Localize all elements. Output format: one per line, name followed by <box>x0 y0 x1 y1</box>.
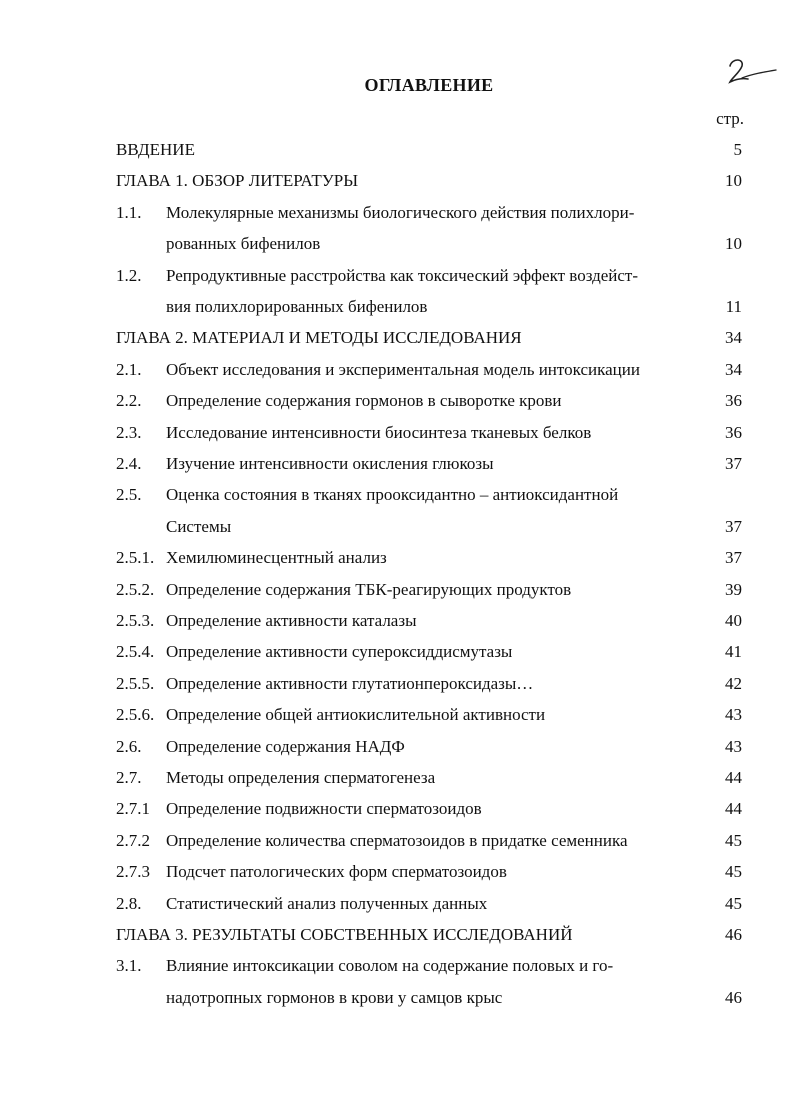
toc-entry-text: ГЛАВА 3. РЕЗУЛЬТАТЫ СОБСТВЕННЫХ ИССЛЕДОВАНИЙ <box>116 925 573 944</box>
toc-entry-text: Статистический анализ полученных данных <box>166 893 488 913</box>
toc-entry-number: 2.5.2. <box>116 579 155 599</box>
toc-entry-page: 44 <box>725 768 742 787</box>
toc-entry-number: 2.5.3. <box>116 611 155 630</box>
toc-entry-number: 2.5. <box>116 485 142 505</box>
toc-entry-text: Определение содержания НАДФ <box>166 736 405 756</box>
toc-entry-text: Репродуктивные расстройства как токсический эффект воздейст- <box>166 265 639 285</box>
toc-entry-page: 36 <box>725 422 742 442</box>
toc-entry-number: 2.6. <box>116 736 142 756</box>
toc-entry-text: Изучение интенсивности окисления глюкозы <box>166 454 494 473</box>
toc-entry-page: 41 <box>725 642 742 662</box>
toc-entry-page: 45 <box>725 893 742 913</box>
toc-entry-number: 2.5.6. <box>116 705 155 725</box>
toc-entry-text: Хемилюминесцентный анализ <box>166 548 387 568</box>
toc-entry-number: 1.2. <box>116 265 142 285</box>
toc-entry-number: 2.5.1. <box>116 548 155 568</box>
toc-entry-number: 2.1. <box>116 359 142 379</box>
toc-entry-page: 46 <box>725 925 742 944</box>
toc-entry-text: Исследование интенсивности биосинтеза тканевых белков <box>166 422 592 442</box>
toc-entry-page: 11 <box>725 296 742 316</box>
toc-entry-number: 2.2. <box>116 391 142 411</box>
toc-entry-page: 44 <box>725 799 742 819</box>
toc-entry-text: ГЛАВА 1. ОБЗОР ЛИТЕРАТУРЫ <box>116 171 359 191</box>
toc-entry-page: 43 <box>725 705 742 725</box>
page-column-label: стр. <box>716 109 744 128</box>
toc-entry-text: Определение подвижности сперматозоидов <box>166 799 482 819</box>
toc-entry-text: Оценка состояния в тканях прооксидантно – антиоксидантной <box>166 485 619 505</box>
toc-entry-page: 10 <box>725 171 742 191</box>
toc-entry-page: 34 <box>725 328 742 348</box>
toc-entry-text: Определение количества сперматозоидов в придатке семенника <box>166 830 628 850</box>
toc-entry-text: Определение активности супероксиддисмутазы <box>166 642 513 662</box>
toc-entry-page: 34 <box>725 359 742 379</box>
toc-entry-number: 2.5.5. <box>116 673 155 693</box>
toc-entry-page: 45 <box>725 862 742 882</box>
toc-entry-continuation: рованных бифенилов <box>166 234 321 254</box>
toc-entry-text: Определение активности каталазы <box>166 611 417 630</box>
toc-entry-page: 40 <box>725 611 742 630</box>
toc-entry-text: Влияние интоксикации соволом на содержание половых и го- <box>166 956 614 976</box>
toc-entry-page: 39 <box>725 579 742 599</box>
toc-entry-page: 45 <box>725 830 742 850</box>
toc-entry-number: 2.5.4. <box>116 642 155 662</box>
toc-entry-page: 42 <box>725 673 742 693</box>
toc-entry-text: Определение активности глутатионпероксидазы… <box>166 673 534 693</box>
toc-entry-continuation: вия полихлорированных бифенилов <box>166 296 428 316</box>
toc-entry-number: 2.7.3 <box>116 862 150 882</box>
toc-entry-text: ГЛАВА 2. МАТЕРИАЛ И МЕТОДЫ ИССЛЕДОВАНИЯ <box>116 328 522 348</box>
toc-entry-page: 37 <box>725 516 742 536</box>
toc-entry-text: Подсчет патологических форм сперматозоидов <box>166 862 507 882</box>
toc-entry-number: 1.1. <box>116 202 142 222</box>
toc-entry-text: ВВДЕНИЕ <box>116 140 195 159</box>
toc-entry-number: 2.7.2 <box>116 830 150 850</box>
toc-entry-page: 37 <box>725 548 742 568</box>
toc-entry-number: 2.7.1 <box>116 799 150 819</box>
toc-entry-continuation: Системы <box>166 516 232 536</box>
toc-entry-text: Молекулярные механизмы биологического действия полихлори- <box>166 202 635 222</box>
toc-entry-page: 43 <box>725 736 742 756</box>
toc-entry-text: Определение содержания гормонов в сыворотке крови <box>166 391 562 411</box>
toc-entry-number: 3.1. <box>116 956 142 976</box>
toc-entry-continuation: надотропных гормонов в крови у самцов крыс <box>166 987 503 1007</box>
toc-entry-page: 36 <box>725 391 742 411</box>
toc-entry-number: 2.7. <box>116 768 142 787</box>
toc-entry-number: 2.3. <box>116 422 142 442</box>
toc-entry-text: Объект исследования и экспериментальная модель интоксикации <box>166 359 640 379</box>
toc-entry-text: Определение общей антиокислительной активности <box>166 705 546 725</box>
toc-entry-text: Методы определения сперматогенеза <box>166 768 436 787</box>
page-title: ОГЛАВЛЕНИЕ <box>364 75 494 95</box>
toc-entry-page: 5 <box>733 140 742 159</box>
toc-entry-page: 46 <box>725 987 742 1007</box>
toc-entry-number: 2.4. <box>116 454 142 473</box>
toc-entry-page: 10 <box>725 234 742 254</box>
toc-entry-page: 37 <box>725 454 742 473</box>
toc-entry-text: Определение содержания ТБК-реагирующих продуктов <box>166 579 572 599</box>
toc-entry-number: 2.8. <box>116 893 142 913</box>
